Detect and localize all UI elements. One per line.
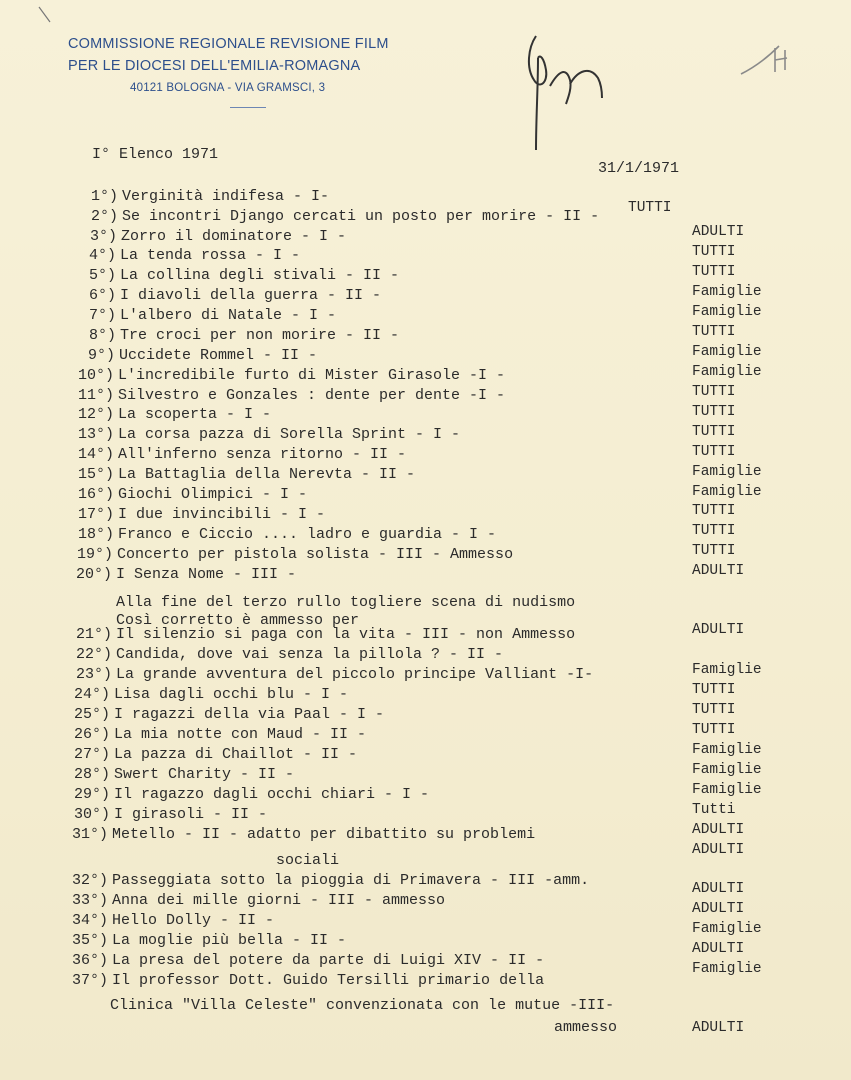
category-label: Famiglie [692, 762, 762, 778]
film-31-note: sociali [276, 852, 340, 869]
category-label: ADULTI [692, 563, 745, 579]
category-label: Famiglie [692, 961, 762, 977]
film-number: 8°) [88, 327, 116, 344]
film-number: 5°) [88, 267, 116, 284]
film-number: 18°) [77, 526, 114, 543]
film-title: La tenda rossa - I - [120, 247, 301, 264]
film-title: Verginità indifesa - I- [122, 188, 330, 205]
film-number: 22°) [75, 646, 112, 663]
film-title: Se incontri Django cercati un posto per morire - II - [122, 208, 600, 225]
film-37-ammesso: ammesso [554, 1019, 618, 1036]
category-label: Famiglie [692, 662, 762, 678]
film-number: 34°) [71, 912, 108, 929]
category-label: TUTTI [692, 503, 736, 519]
film-title: Giochi Olimpici - I - [118, 486, 308, 503]
film-number: 11°) [77, 387, 114, 404]
category-label: TUTTI [692, 543, 736, 559]
film-20-note-2: Così corretto è ammesso per [116, 612, 360, 629]
film-number: 12°) [77, 406, 114, 423]
letterhead [68, 33, 408, 108]
film-title: Il silenzio si paga con la vita - III - non Ammesso [116, 626, 576, 643]
film-number: 32°) [71, 872, 108, 889]
category-label: ADULTI [692, 941, 745, 957]
film-number: 19°) [76, 546, 113, 563]
film-title: I due invincibili - I - [118, 506, 326, 523]
category-label: TUTTI [692, 244, 736, 260]
film-number: 30°) [73, 806, 110, 823]
category-label: TUTTI [692, 682, 736, 698]
category-label: ADULTI [692, 881, 745, 897]
category-label: Famiglie [692, 344, 762, 360]
category-label: Famiglie [692, 464, 762, 480]
letterhead-line-1: COMMISSIONE REGIONALE REVISIONE FILM [68, 36, 389, 52]
category-label: Famiglie [692, 742, 762, 758]
film-title: I diavoli della guerra - II - [120, 287, 382, 304]
film-title: Il professor Dott. Guido Tersilli primario della [112, 972, 545, 989]
film-number: 4°) [88, 247, 116, 264]
film-number: 16°) [77, 486, 114, 503]
film-title: La presa del potere da parte di Luigi XIV - II - [112, 952, 545, 969]
film-number: 14°) [77, 446, 114, 463]
film-title: Swert Charity - II - [114, 766, 295, 783]
category-label: Famiglie [692, 782, 762, 798]
film-title: Hello Dolly - II - [112, 912, 275, 929]
corner-mark [36, 4, 56, 26]
film-number: 6°) [88, 287, 116, 304]
letterhead-rule [230, 107, 266, 108]
film-title: Lisa dagli occhi blu - I - [114, 686, 349, 703]
category-label: Famiglie [692, 284, 762, 300]
category-label: TUTTI [692, 384, 736, 400]
film-number: 25°) [73, 706, 110, 723]
category-label: ADULTI [692, 1020, 745, 1036]
letterhead-line-2: PER LE DIOCESI DELL'EMILIA-ROMAGNA [68, 58, 361, 74]
film-number: 10°) [77, 367, 114, 384]
category-label: TUTTI [692, 404, 736, 420]
category-label: TUTTI [692, 722, 736, 738]
film-title: I ragazzi della via Paal - I - [114, 706, 385, 723]
film-title: Silvestro e Gonzales : dente per dente -I - [118, 387, 506, 404]
film-title: La collina degli stivali - II - [120, 267, 400, 284]
film-title: Zorro il dominatore - I - [121, 228, 347, 245]
category-label: Famiglie [692, 484, 762, 500]
category-label: Famiglie [692, 921, 762, 937]
list-heading: I° Elenco 1971 [92, 146, 219, 163]
category-label: TUTTI [692, 264, 736, 280]
film-title: Il ragazzo dagli occhi chiari - I - [114, 786, 430, 803]
category-label: ADULTI [692, 842, 745, 858]
film-title: I girasoli - II - [114, 806, 268, 823]
film-number: 36°) [71, 952, 108, 969]
film-number: 1°) [90, 188, 118, 205]
film-number: 35°) [71, 932, 108, 949]
film-title: I Senza Nome - III - [116, 566, 297, 583]
category-label: Tutti [692, 802, 736, 818]
film-title: Metello - II - adatto per dibattito su problemi [112, 826, 536, 843]
category-label: TUTTI [692, 424, 736, 440]
film-number: 37°) [71, 972, 108, 989]
film-title: La pazza di Chaillot - II - [114, 746, 358, 763]
film-number: 21°) [75, 626, 112, 643]
film-number: 20°) [75, 566, 112, 583]
film-title: La mia notte con Maud - II - [114, 726, 367, 743]
film-title: All'inferno senza ritorno - II - [118, 446, 407, 463]
film-title: Candida, dove vai senza la pillola ? - II - [116, 646, 504, 663]
category-label: ADULTI [692, 622, 745, 638]
film-title: La Battaglia della Nerevta - II - [118, 466, 416, 483]
film-title: Tre croci per non morire - II - [120, 327, 400, 344]
category-label: TUTTI [692, 523, 736, 539]
film-number: 33°) [71, 892, 108, 909]
letterhead-address: 40121 BOLOGNA - VIA GRAMSCI, 3 [130, 82, 326, 94]
film-37-continuation: Clinica "Villa Celeste" convenzionata con le mutue -III- [110, 997, 615, 1014]
category-label: Famiglie [692, 364, 762, 380]
handwritten-initials [522, 28, 612, 158]
category-film-1: TUTTI [628, 200, 672, 216]
film-title: La scoperta - I - [118, 406, 272, 423]
film-title: L'incredibile furto di Mister Girasole -I - [118, 367, 506, 384]
film-title: La moglie più bella - II - [112, 932, 347, 949]
category-label: TUTTI [692, 444, 736, 460]
category-label: ADULTI [692, 224, 745, 240]
film-title: La corsa pazza di Sorella Sprint - I - [118, 426, 461, 443]
film-number: 13°) [77, 426, 114, 443]
film-number: 2°) [90, 208, 118, 225]
film-title: L'albero di Natale - I - [120, 307, 337, 324]
film-number: 28°) [73, 766, 110, 783]
film-number: 31°) [71, 826, 108, 843]
category-label: ADULTI [692, 822, 745, 838]
film-number: 27°) [73, 746, 110, 763]
film-number: 26°) [73, 726, 110, 743]
film-number: 3°) [89, 228, 117, 245]
film-number: 15°) [77, 466, 114, 483]
film-number: 7°) [88, 307, 116, 324]
film-title: Anna dei mille giorni - III - ammesso [112, 892, 446, 909]
film-title: Uccidete Rommel - II - [119, 347, 318, 364]
category-label: TUTTI [692, 324, 736, 340]
film-title: Franco e Ciccio .... ladro e guardia - I - [118, 526, 497, 543]
film-title: Passeggiata sotto la pioggia di Primavera - III -amm. [112, 872, 590, 889]
film-number: 24°) [73, 686, 110, 703]
category-label: Famiglie [692, 304, 762, 320]
film-title: La grande avventura del piccolo principe Valliant -I- [116, 666, 594, 683]
film-number: 29°) [73, 786, 110, 803]
document-date: 31/1/1971 [598, 160, 680, 177]
film-title: Concerto per pistola solista - III - Ammesso [117, 546, 514, 563]
pencil-annotation [735, 38, 795, 88]
category-label: ADULTI [692, 901, 745, 917]
film-20-note-1: Alla fine del terzo rullo togliere scena di nudismo [116, 594, 576, 611]
film-number: 17°) [77, 506, 114, 523]
film-number: 9°) [87, 347, 115, 364]
film-number: 23°) [75, 666, 112, 683]
category-label: TUTTI [692, 702, 736, 718]
